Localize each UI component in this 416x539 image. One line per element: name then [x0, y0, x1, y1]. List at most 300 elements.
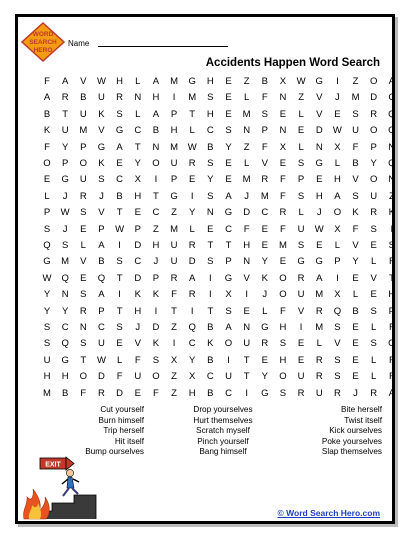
- grid-letter[interactable]: S: [334, 354, 341, 366]
- grid-letter[interactable]: C: [225, 223, 232, 235]
- grid-letter[interactable]: U: [79, 174, 87, 186]
- grid-letter[interactable]: U: [297, 371, 305, 383]
- grid-letter[interactable]: B: [207, 354, 214, 366]
- grid-letter[interactable]: T: [207, 240, 214, 251]
- grid-letter[interactable]: H: [279, 354, 287, 366]
- grid-letter[interactable]: T: [207, 305, 214, 317]
- grid-letter[interactable]: P: [261, 125, 268, 137]
- grid-letter[interactable]: E: [116, 338, 123, 350]
- grid-letter[interactable]: O: [224, 338, 233, 350]
- grid-letter[interactable]: R: [188, 240, 196, 251]
- grid-letter[interactable]: T: [62, 108, 69, 120]
- grid-letter[interactable]: G: [115, 125, 124, 137]
- grid-letter[interactable]: X: [279, 76, 287, 87]
- grid-letter[interactable]: E: [243, 305, 250, 317]
- grid-letter[interactable]: S: [225, 305, 232, 317]
- grid-letter[interactable]: A: [316, 272, 323, 284]
- grid-letter[interactable]: U: [297, 289, 305, 301]
- grid-letter[interactable]: H: [188, 387, 196, 399]
- grid-letter[interactable]: R: [61, 92, 69, 104]
- grid-letter[interactable]: H: [279, 322, 287, 333]
- grid-letter[interactable]: C: [134, 256, 142, 268]
- grid-letter[interactable]: R: [79, 305, 87, 317]
- grid-letter[interactable]: H: [206, 76, 214, 87]
- grid-letter[interactable]: R: [297, 272, 305, 284]
- grid-letter[interactable]: C: [116, 174, 124, 186]
- grid-letter[interactable]: A: [334, 190, 341, 202]
- grid-letter[interactable]: N: [279, 125, 287, 137]
- grid-letter[interactable]: H: [61, 371, 69, 383]
- grid-letter[interactable]: V: [80, 76, 87, 87]
- grid-letter[interactable]: R: [315, 305, 323, 317]
- grid-letter[interactable]: S: [279, 338, 287, 350]
- grid-letter[interactable]: F: [280, 305, 286, 317]
- grid-letter[interactable]: E: [134, 207, 141, 219]
- grid-letter[interactable]: B: [207, 387, 214, 399]
- grid-letter[interactable]: S: [207, 256, 214, 268]
- grid-letter[interactable]: L: [316, 338, 322, 350]
- grid-letter[interactable]: M: [242, 108, 251, 120]
- grid-letter[interactable]: U: [98, 92, 105, 104]
- grid-letter[interactable]: R: [261, 338, 269, 350]
- grid-letter[interactable]: M: [242, 174, 251, 186]
- grid-letter[interactable]: T: [243, 371, 250, 383]
- grid-letter[interactable]: P: [170, 108, 178, 120]
- grid-letter[interactable]: Y: [352, 256, 359, 268]
- grid-letter[interactable]: J: [244, 190, 250, 202]
- grid-letter[interactable]: V: [316, 108, 323, 120]
- grid-letter[interactable]: P: [297, 174, 305, 186]
- grid-letter[interactable]: Y: [370, 158, 377, 169]
- grid-letter[interactable]: C: [206, 125, 214, 137]
- grid-letter[interactable]: F: [280, 223, 286, 235]
- grid-letter[interactable]: E: [80, 272, 87, 284]
- grid-letter[interactable]: B: [80, 92, 87, 104]
- grid-letter[interactable]: L: [352, 289, 359, 301]
- grid-letter[interactable]: R: [79, 190, 87, 202]
- grid-letter[interactable]: X: [334, 289, 341, 301]
- grid-letter[interactable]: E: [352, 272, 359, 284]
- grid-letter[interactable]: S: [352, 108, 359, 120]
- grid-letter[interactable]: E: [225, 158, 232, 169]
- grid-letter[interactable]: F: [261, 92, 268, 104]
- grid-letter[interactable]: E: [279, 256, 287, 268]
- grid-letter[interactable]: E: [261, 223, 268, 235]
- grid-letter[interactable]: J: [153, 256, 159, 268]
- grid-letter[interactable]: Z: [171, 322, 177, 333]
- grid-letter[interactable]: A: [189, 272, 196, 284]
- grid-letter[interactable]: E: [352, 338, 359, 350]
- grid-letter[interactable]: K: [43, 125, 51, 137]
- grid-letter[interactable]: R: [116, 92, 124, 104]
- grid-letter[interactable]: D: [243, 207, 251, 219]
- grid-letter[interactable]: P: [134, 223, 141, 235]
- grid-letter[interactable]: G: [61, 354, 69, 366]
- grid-letter[interactable]: U: [170, 240, 178, 251]
- grid-letter[interactable]: Y: [134, 158, 141, 169]
- grid-letter[interactable]: W: [115, 223, 125, 235]
- grid-letter[interactable]: L: [135, 108, 141, 120]
- grid-letter[interactable]: D: [134, 272, 142, 284]
- grid-letter[interactable]: G: [224, 272, 233, 284]
- grid-letter[interactable]: M: [170, 76, 178, 87]
- grid-letter[interactable]: B: [98, 256, 105, 268]
- grid-letter[interactable]: Q: [388, 108, 396, 120]
- grid-letter[interactable]: J: [99, 190, 104, 202]
- grid-letter[interactable]: L: [243, 92, 250, 104]
- grid-letter[interactable]: B: [152, 125, 160, 137]
- grid-letter[interactable]: M: [315, 289, 324, 301]
- grid-letter[interactable]: A: [116, 141, 123, 153]
- grid-letter[interactable]: A: [61, 76, 69, 87]
- grid-letter[interactable]: R: [333, 387, 341, 399]
- grid-letter[interactable]: V: [98, 207, 105, 219]
- grid-letter[interactable]: R: [370, 108, 378, 120]
- grid-letter[interactable]: A: [388, 387, 396, 399]
- grid-letter[interactable]: I: [209, 272, 212, 284]
- grid-letter[interactable]: Y: [43, 305, 51, 317]
- grid-letter[interactable]: S: [116, 322, 123, 333]
- grid-letter[interactable]: K: [207, 338, 214, 350]
- grid-letter[interactable]: I: [299, 322, 303, 333]
- grid-letter[interactable]: F: [388, 354, 395, 366]
- grid-letter[interactable]: L: [298, 141, 304, 153]
- grid-letter[interactable]: K: [352, 207, 359, 219]
- grid-letter[interactable]: T: [243, 354, 250, 366]
- grid-letter[interactable]: R: [370, 207, 378, 219]
- grid-letter[interactable]: E: [225, 92, 232, 104]
- grid-letter[interactable]: X: [134, 174, 141, 186]
- footer-link[interactable]: © Word Search Hero.com: [277, 508, 380, 518]
- grid-letter[interactable]: U: [134, 371, 142, 383]
- grid-letter[interactable]: D: [152, 322, 160, 333]
- grid-letter[interactable]: U: [43, 354, 51, 366]
- grid-letter[interactable]: W: [314, 223, 324, 235]
- grid-letter[interactable]: G: [388, 125, 396, 137]
- grid-letter[interactable]: C: [188, 338, 196, 350]
- grid-letter[interactable]: Z: [298, 92, 304, 104]
- grid-letter[interactable]: Z: [171, 387, 177, 399]
- grid-letter[interactable]: P: [43, 207, 51, 219]
- grid-letter[interactable]: S: [80, 289, 87, 301]
- grid-letter[interactable]: Z: [388, 190, 395, 202]
- grid-letter[interactable]: F: [80, 387, 87, 399]
- grid-letter[interactable]: V: [243, 272, 250, 284]
- grid-letter[interactable]: C: [225, 387, 232, 399]
- grid-letter[interactable]: C: [98, 322, 105, 333]
- grid-letter[interactable]: F: [44, 76, 50, 87]
- grid-letter[interactable]: S: [261, 108, 268, 120]
- grid-letter[interactable]: G: [170, 190, 178, 202]
- grid-letter[interactable]: R: [188, 289, 196, 301]
- grid-letter[interactable]: N: [61, 289, 69, 301]
- grid-letter[interactable]: V: [352, 174, 359, 186]
- grid-letter[interactable]: E: [80, 223, 87, 235]
- grid-letter[interactable]: O: [279, 371, 287, 383]
- grid-letter[interactable]: N: [79, 322, 87, 333]
- grid-letter[interactable]: K: [98, 158, 105, 169]
- grid-letter[interactable]: S: [370, 338, 377, 350]
- grid-letter[interactable]: W: [42, 272, 52, 284]
- grid-letter[interactable]: E: [370, 289, 377, 301]
- grid-letter[interactable]: J: [316, 207, 322, 219]
- grid-letter[interactable]: S: [334, 322, 341, 333]
- grid-letter[interactable]: V: [352, 240, 359, 251]
- grid-letter[interactable]: G: [97, 141, 106, 153]
- grid-letter[interactable]: E: [316, 174, 323, 186]
- grid-letter[interactable]: I: [118, 240, 121, 251]
- grid-letter[interactable]: T: [171, 305, 177, 317]
- grid-letter[interactable]: N: [279, 92, 287, 104]
- grid-letter[interactable]: S: [152, 354, 160, 366]
- grid-letter[interactable]: S: [297, 240, 305, 251]
- grid-letter[interactable]: S: [80, 338, 87, 350]
- grid-letter[interactable]: Q: [333, 305, 342, 317]
- grid-letter[interactable]: A: [225, 190, 232, 202]
- grid-letter[interactable]: P: [80, 141, 87, 153]
- grid-letter[interactable]: L: [334, 158, 341, 169]
- grid-letter[interactable]: O: [369, 174, 378, 186]
- grid-letter[interactable]: I: [227, 354, 230, 366]
- grid-letter[interactable]: X: [279, 141, 287, 153]
- grid-letter[interactable]: I: [245, 289, 248, 301]
- grid-letter[interactable]: S: [43, 338, 51, 350]
- grid-letter[interactable]: Z: [352, 76, 359, 87]
- grid-letter[interactable]: M: [188, 92, 197, 104]
- grid-letter[interactable]: V: [316, 92, 323, 104]
- grid-letter[interactable]: S: [61, 240, 69, 251]
- grid-letter[interactable]: E: [316, 240, 323, 251]
- grid-letter[interactable]: U: [243, 338, 251, 350]
- grid-letter[interactable]: R: [279, 207, 287, 219]
- grid-letter[interactable]: E: [134, 387, 141, 399]
- grid-letter[interactable]: F: [352, 223, 359, 235]
- grid-letter[interactable]: U: [297, 223, 305, 235]
- grid-letter[interactable]: V: [261, 158, 268, 169]
- grid-letter[interactable]: R: [261, 174, 269, 186]
- grid-letter[interactable]: V: [98, 125, 105, 137]
- grid-letter[interactable]: L: [80, 240, 86, 251]
- grid-letter[interactable]: N: [243, 125, 251, 137]
- grid-letter[interactable]: G: [315, 76, 323, 87]
- grid-letter[interactable]: Q: [97, 272, 106, 284]
- grid-letter[interactable]: O: [152, 158, 160, 169]
- grid-letter[interactable]: L: [116, 354, 123, 366]
- grid-letter[interactable]: F: [388, 371, 395, 383]
- grid-letter[interactable]: H: [170, 125, 178, 137]
- grid-letter[interactable]: E: [261, 240, 268, 251]
- grid-letter[interactable]: L: [298, 108, 304, 120]
- grid-letter[interactable]: J: [62, 223, 68, 235]
- grid-letter[interactable]: E: [225, 108, 232, 120]
- grid-letter[interactable]: D: [134, 240, 142, 251]
- grid-letter[interactable]: Q: [61, 272, 69, 284]
- grid-letter[interactable]: P: [388, 305, 396, 317]
- grid-letter[interactable]: B: [43, 108, 51, 120]
- grid-letter[interactable]: P: [98, 305, 105, 317]
- grid-letter[interactable]: K: [134, 289, 141, 301]
- grid-letter[interactable]: M: [315, 322, 324, 333]
- grid-letter[interactable]: A: [225, 322, 232, 333]
- grid-letter[interactable]: M: [170, 223, 178, 235]
- grid-letter[interactable]: I: [190, 190, 194, 202]
- grid-letter[interactable]: F: [388, 256, 395, 268]
- grid-letter[interactable]: G: [297, 256, 305, 268]
- grid-letter[interactable]: S: [98, 174, 105, 186]
- grid-letter[interactable]: Q: [61, 338, 69, 350]
- grid-letter[interactable]: I: [172, 338, 176, 350]
- grid-letter[interactable]: O: [388, 338, 396, 350]
- grid-letter[interactable]: L: [243, 158, 250, 169]
- grid-letter[interactable]: C: [388, 92, 396, 104]
- grid-letter[interactable]: F: [134, 354, 141, 366]
- grid-letter[interactable]: L: [371, 371, 377, 383]
- grid-letter[interactable]: S: [207, 190, 214, 202]
- grid-letter[interactable]: I: [336, 272, 339, 284]
- grid-letter[interactable]: N: [315, 141, 323, 153]
- grid-letter[interactable]: P: [225, 256, 232, 268]
- grid-letter[interactable]: W: [187, 141, 197, 153]
- grid-letter[interactable]: C: [61, 322, 69, 333]
- grid-letter[interactable]: F: [261, 141, 268, 153]
- grid-letter[interactable]: P: [152, 272, 160, 284]
- grid-letter[interactable]: E: [297, 338, 305, 350]
- grid-letter[interactable]: W: [60, 207, 70, 219]
- grid-letter[interactable]: N: [134, 92, 142, 104]
- grid-letter[interactable]: O: [152, 371, 160, 383]
- grid-letter[interactable]: S: [370, 305, 377, 317]
- grid-letter[interactable]: L: [44, 190, 50, 202]
- grid-letter[interactable]: C: [261, 207, 269, 219]
- grid-letter[interactable]: S: [279, 387, 287, 399]
- grid-letter[interactable]: U: [79, 108, 87, 120]
- grid-letter[interactable]: J: [353, 387, 358, 399]
- grid-letter[interactable]: B: [61, 387, 69, 399]
- grid-letter[interactable]: M: [79, 125, 88, 137]
- grid-letter[interactable]: A: [98, 240, 105, 251]
- grid-letter[interactable]: E: [279, 108, 287, 120]
- grid-letter[interactable]: T: [152, 190, 159, 202]
- grid-letter[interactable]: L: [371, 354, 377, 366]
- grid-letter[interactable]: I: [154, 305, 158, 317]
- grid-letter[interactable]: X: [170, 354, 178, 366]
- name-field[interactable]: [98, 46, 228, 47]
- grid-letter[interactable]: N: [388, 174, 396, 186]
- grid-letter[interactable]: I: [154, 174, 158, 186]
- grid-letter[interactable]: T: [116, 305, 123, 317]
- grid-letter[interactable]: I: [390, 223, 394, 235]
- grid-letter[interactable]: F: [280, 190, 286, 202]
- grid-letter[interactable]: N: [206, 207, 214, 219]
- grid-letter[interactable]: S: [207, 158, 214, 169]
- grid-letter[interactable]: H: [134, 190, 142, 202]
- grid-letter[interactable]: W: [332, 125, 342, 137]
- grid-letter[interactable]: D: [98, 371, 105, 383]
- grid-letter[interactable]: G: [261, 322, 269, 333]
- grid-letter[interactable]: C: [206, 371, 214, 383]
- grid-letter[interactable]: U: [225, 371, 232, 383]
- grid-letter[interactable]: Q: [388, 158, 396, 169]
- grid-letter[interactable]: F: [388, 322, 395, 333]
- grid-letter[interactable]: I: [118, 289, 121, 301]
- grid-letter[interactable]: Q: [188, 322, 196, 333]
- grid-letter[interactable]: Y: [189, 207, 196, 219]
- grid-letter[interactable]: K: [261, 272, 268, 284]
- grid-letter[interactable]: M: [170, 141, 178, 153]
- grid-letter[interactable]: P: [170, 174, 178, 186]
- grid-letter[interactable]: N: [243, 256, 251, 268]
- grid-letter[interactable]: R: [297, 387, 305, 399]
- grid-letter[interactable]: E: [352, 322, 359, 333]
- grid-letter[interactable]: O: [43, 158, 51, 169]
- grid-letter[interactable]: B: [261, 76, 268, 87]
- grid-letter[interactable]: G: [61, 174, 69, 186]
- grid-letter[interactable]: I: [336, 76, 339, 87]
- grid-letter[interactable]: F: [243, 223, 250, 235]
- grid-letter[interactable]: J: [335, 92, 340, 104]
- grid-letter[interactable]: O: [79, 158, 87, 169]
- grid-letter[interactable]: I: [172, 92, 176, 104]
- grid-letter[interactable]: G: [188, 76, 196, 87]
- grid-letter[interactable]: T: [388, 272, 395, 284]
- grid-letter[interactable]: T: [134, 141, 141, 153]
- grid-letter[interactable]: E: [189, 174, 196, 186]
- grid-letter[interactable]: X: [225, 289, 232, 301]
- grid-letter[interactable]: U: [352, 125, 359, 137]
- grid-letter[interactable]: L: [334, 240, 341, 251]
- grid-letter[interactable]: Y: [261, 256, 268, 268]
- grid-letter[interactable]: H: [206, 108, 214, 120]
- grid-letter[interactable]: F: [352, 141, 359, 153]
- grid-letter[interactable]: X: [334, 141, 341, 153]
- grid-letter[interactable]: U: [170, 256, 178, 268]
- grid-letter[interactable]: P: [334, 256, 341, 268]
- grid-letter[interactable]: N: [243, 322, 251, 333]
- grid-letter[interactable]: K: [152, 289, 160, 301]
- grid-letter[interactable]: M: [43, 387, 51, 399]
- grid-letter[interactable]: S: [80, 207, 87, 219]
- grid-letter[interactable]: G: [315, 158, 323, 169]
- grid-letter[interactable]: E: [297, 354, 305, 366]
- grid-letter[interactable]: R: [188, 158, 196, 169]
- grid-letter[interactable]: L: [371, 256, 377, 268]
- grid-letter[interactable]: V: [370, 272, 377, 284]
- grid-letter[interactable]: R: [315, 371, 323, 383]
- grid-letter[interactable]: E: [297, 125, 305, 137]
- grid-letter[interactable]: F: [116, 371, 123, 383]
- grid-letter[interactable]: S: [370, 223, 377, 235]
- grid-letter[interactable]: A: [98, 289, 105, 301]
- grid-letter[interactable]: Z: [152, 223, 159, 235]
- grid-letter[interactable]: E: [261, 354, 268, 366]
- grid-letter[interactable]: M: [260, 190, 269, 202]
- grid-letter[interactable]: H: [152, 240, 160, 251]
- grid-letter[interactable]: D: [370, 92, 378, 104]
- grid-letter[interactable]: Y: [61, 141, 69, 153]
- grid-letter[interactable]: E: [225, 174, 232, 186]
- grid-letter[interactable]: I: [209, 289, 212, 301]
- grid-letter[interactable]: H: [315, 190, 323, 202]
- grid-letter[interactable]: Q: [43, 240, 51, 251]
- grid-letter[interactable]: F: [171, 289, 177, 301]
- grid-letter[interactable]: R: [315, 354, 323, 366]
- grid-letter[interactable]: I: [190, 305, 194, 317]
- grid-letter[interactable]: B: [116, 190, 123, 202]
- grid-letter[interactable]: W: [296, 76, 306, 87]
- grid-letter[interactable]: S: [352, 190, 359, 202]
- grid-letter[interactable]: S: [207, 92, 214, 104]
- grid-letter[interactable]: A: [43, 92, 51, 104]
